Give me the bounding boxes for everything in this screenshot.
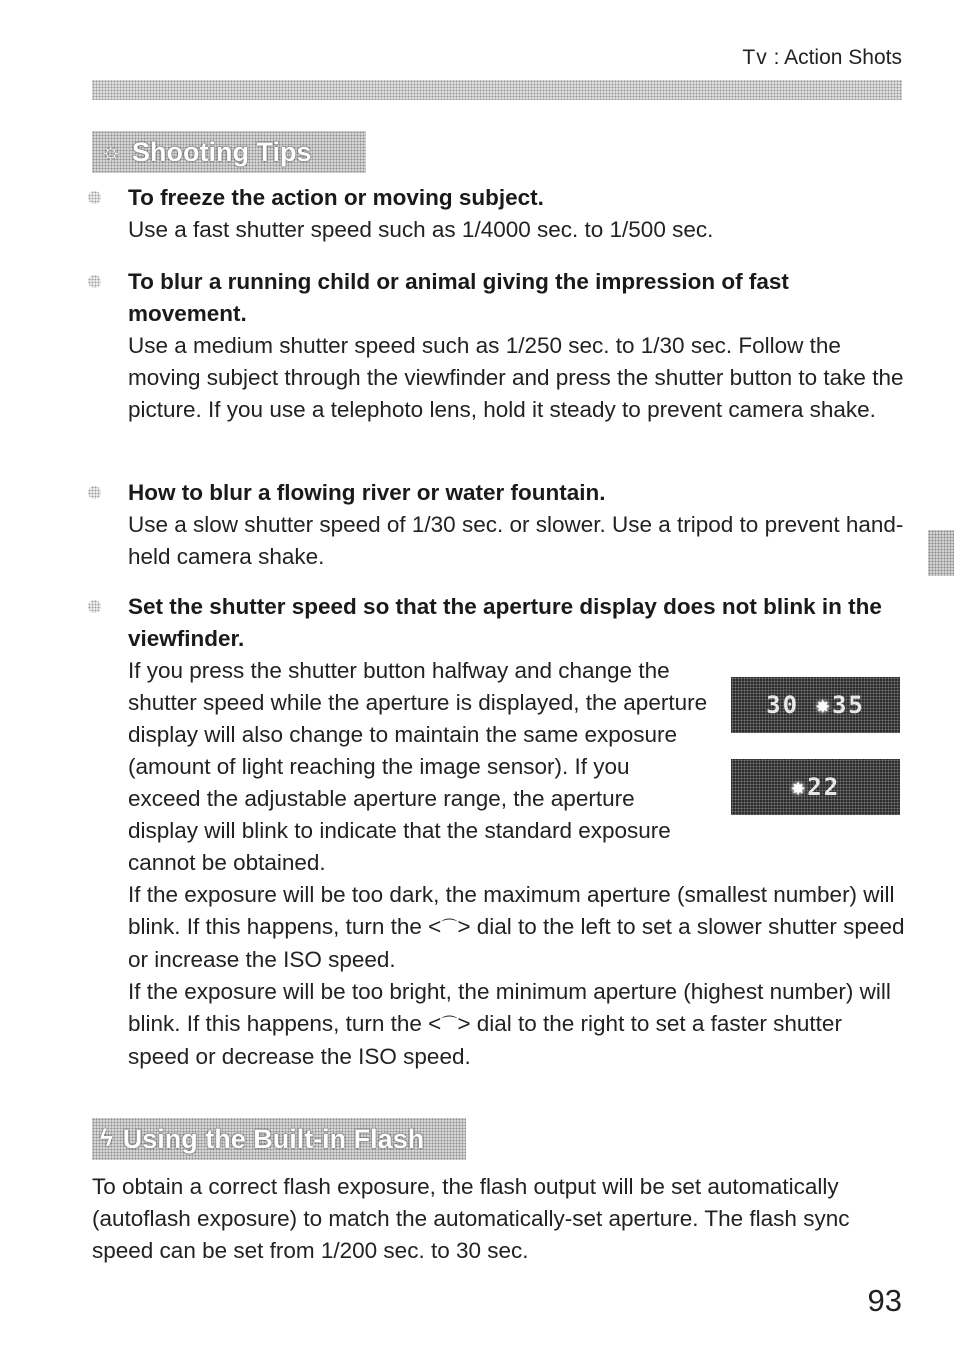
bright-text-b: > dial to the right to set a faster shutter speed or decrease the ISO speed.: [128, 1011, 842, 1069]
tip-body: Use a slow shutter speed of 1/30 sec. or slower. Use a tripod to prevent hand-held camera shake.: [128, 512, 904, 569]
tip-item: [88, 266, 908, 426]
viewfinder-display: [731, 759, 900, 815]
main-dial-icon: ⌒: [441, 919, 458, 936]
bright-text-a: If the exposure will be too bright, the minimum aperture (highest number) will blink. If this happens, turn the <: [128, 979, 891, 1036]
bullet-icon: [88, 191, 101, 204]
bullet-icon: [88, 486, 101, 499]
tip-heading: To blur a running child or animal giving the impression of fast movement.: [128, 269, 789, 326]
header-title: Action Shots: [784, 46, 902, 69]
page-number: 93: [867, 1283, 902, 1318]
flash-description: To obtain a correct flash exposure, the flash output will be set automatically (autoflash exposure) to match the automatically-set aperture. The flash sync speed can be set from 1/200 sec. to 30 sec.: [92, 1174, 850, 1263]
header-rule: [92, 80, 902, 100]
chapter-tab: [928, 530, 954, 576]
mode-label: Tv: [742, 46, 768, 69]
header-separator: :: [767, 46, 785, 69]
tip-item: [88, 477, 908, 573]
dark-text-b: > dial to the left to set a slower shutter speed or increase the ISO speed.: [128, 914, 905, 972]
tip-heading: To freeze the action or moving subject.: [128, 185, 544, 210]
tip-body: Use a fast shutter speed such as 1/4000 sec. to 1/500 sec.: [128, 217, 714, 242]
tip-body-bright: [128, 976, 908, 1073]
tip-body-dark: [128, 879, 908, 976]
aperture-readout: 35: [831, 691, 865, 719]
bullet-icon: [88, 275, 101, 288]
flash-section-heading: [92, 1118, 466, 1160]
aperture-readout: 22: [807, 773, 841, 801]
page-header: [742, 46, 902, 70]
shooting-tips-heading: [92, 131, 366, 173]
dark-text-a: If the exposure will be too dark, the maximum aperture (smallest number) will blink. If this happens, turn the <: [128, 882, 895, 939]
shutter-readout: 30: [766, 691, 800, 719]
tip-body: Use a medium shutter speed such as 1/250 sec. to 1/30 sec. Follow the moving subject through the viewfinder and press the shutter button to take the picture. If you use a telephoto lens, hold it steady to prevent camera shake.: [128, 333, 904, 422]
tip-heading: Set the shutter speed so that the aperture display does not blink in the viewfinder.: [128, 594, 882, 651]
main-dial-icon: ⌒: [441, 1016, 458, 1033]
blinking-aperture-icon: ✸: [815, 691, 832, 719]
flash-icon: ϟ: [100, 1125, 113, 1152]
tip-heading: How to blur a flowing river or water fountain.: [128, 480, 606, 505]
viewfinder-display: [731, 677, 900, 733]
shooting-tips-title: Shooting Tips: [132, 136, 312, 167]
bullet-icon: [88, 600, 101, 613]
tip-item: [88, 182, 908, 246]
tip-item: [88, 591, 908, 1073]
flash-section-title: Using the Built-in Flash: [122, 1123, 425, 1154]
tip-body: If you press the shutter button halfway and change the shutter speed while the aperture is displayed, the aperture display will also change to maintain the same exposure (amount of light reaching the image sensor). If you exceed the adjustable aperture range, the aperture display will blink to indicate that the standard exposure cannot be obtained.: [128, 658, 708, 875]
lightbulb-icon: ☼: [100, 138, 122, 165]
blinking-aperture-icon: ✸: [790, 773, 808, 801]
